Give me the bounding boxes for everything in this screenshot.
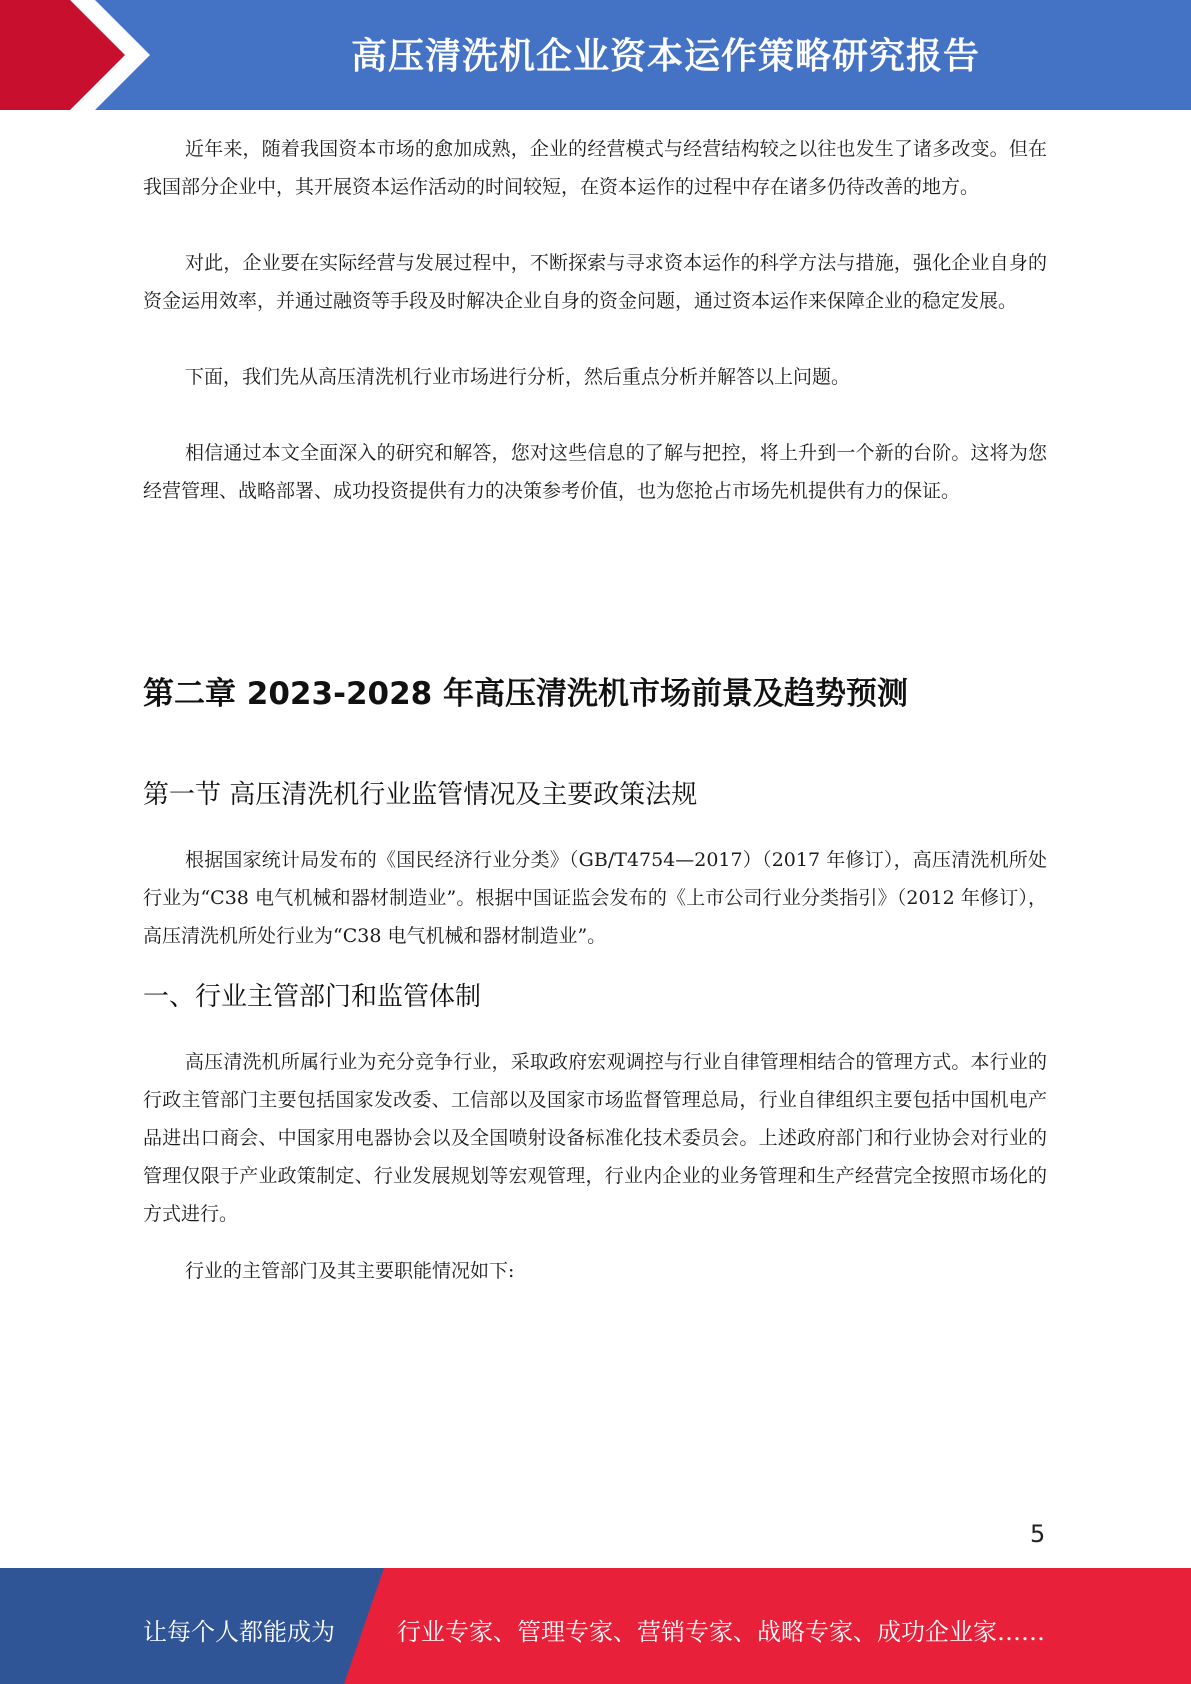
subsection-heading: 一、行业主管部门和监管体制 xyxy=(143,982,482,1012)
section-paragraph-1: 根据国家统计局发布的《国民经济行业分类》（GB/T4754—2017）（2017 年修订），高压清洗机所处行业为“C38 电气机械和器材制造业”。根据中国证监会发布的《上市公司行业分类指引》（2012 年修订），高压清洗机所处行业为“C38 电气机械和器材制造业”。 xyxy=(143,849,1047,947)
subsection-body xyxy=(143,1043,1047,1290)
intro-paragraph-3: 下面，我们先从高压清洗机行业市场进行分析，然后重点分析并解答以上问题。 xyxy=(185,366,851,388)
section-heading: 第一节 高压清洗机行业监管情况及主要政策法规 xyxy=(143,780,698,810)
subsection-paragraph-2: 行业的主管部门及其主要职能情况如下: xyxy=(185,1260,515,1282)
intro-paragraph-4: 相信通过本文全面深入的研究和解答，您对这些信息的了解与把控，将上升到一个新的台阶。这将为您经营管理、战略部署、成功投资提供有力的决策参考价值，也为您抢占市场先机提供有力的保证。 xyxy=(143,442,1047,502)
report-title: 高压清洗机企业资本运作策略研究报告 xyxy=(350,36,980,77)
intro-paragraph-1: 近年来，随着我国资本市场的愈加成熟，企业的经营模式与经营结构较之以往也发生了诸多改变。但在我国部分企业中，其开展资本运作活动的时间较短，在资本运作的过程中存在诸多仍待改善的地方。 xyxy=(143,138,1047,198)
page-number: 5 xyxy=(1030,1520,1046,1548)
page-footer xyxy=(0,1568,1191,1684)
chapter-heading: 第二章 2023-2028 年高压清洗机市场前景及趋势预测 xyxy=(143,676,909,712)
page-header xyxy=(0,0,1191,110)
intro-paragraph-2: 对此，企业要在实际经营与发展过程中，不断探索与寻求资本运作的科学方法与措施，强化企业自身的资金运用效率，并通过融资等手段及时解决企业自身的资金问题，通过资本运作来保障企业的稳定发展。 xyxy=(143,252,1047,312)
section-body xyxy=(143,841,1047,955)
footer-slogan-right: 行业专家、管理专家、营销专家、战略专家、成功企业家…… xyxy=(397,1618,1045,1646)
intro-block xyxy=(143,130,1047,510)
subsection-paragraph-1: 高压清洗机所属行业为充分竞争行业，采取政府宏观调控与行业自律管理相结合的管理方式。本行业的行政主管部门主要包括国家发改委、工信部以及国家市场监督管理总局，行业自律组织主要包括中国机电产品进出口商会、中国家用电器协会以及全国喷射设备标准化技术委员会。上述政府部门和行业协会对行业的管理仅限于产业政策制定、行业发展规划等宏观管理，行业内企业的业务管理和生产经营完全按照市场化的方式进行。 xyxy=(143,1051,1047,1225)
footer-slogan-left: 让每个人都能成为 xyxy=(143,1618,335,1646)
